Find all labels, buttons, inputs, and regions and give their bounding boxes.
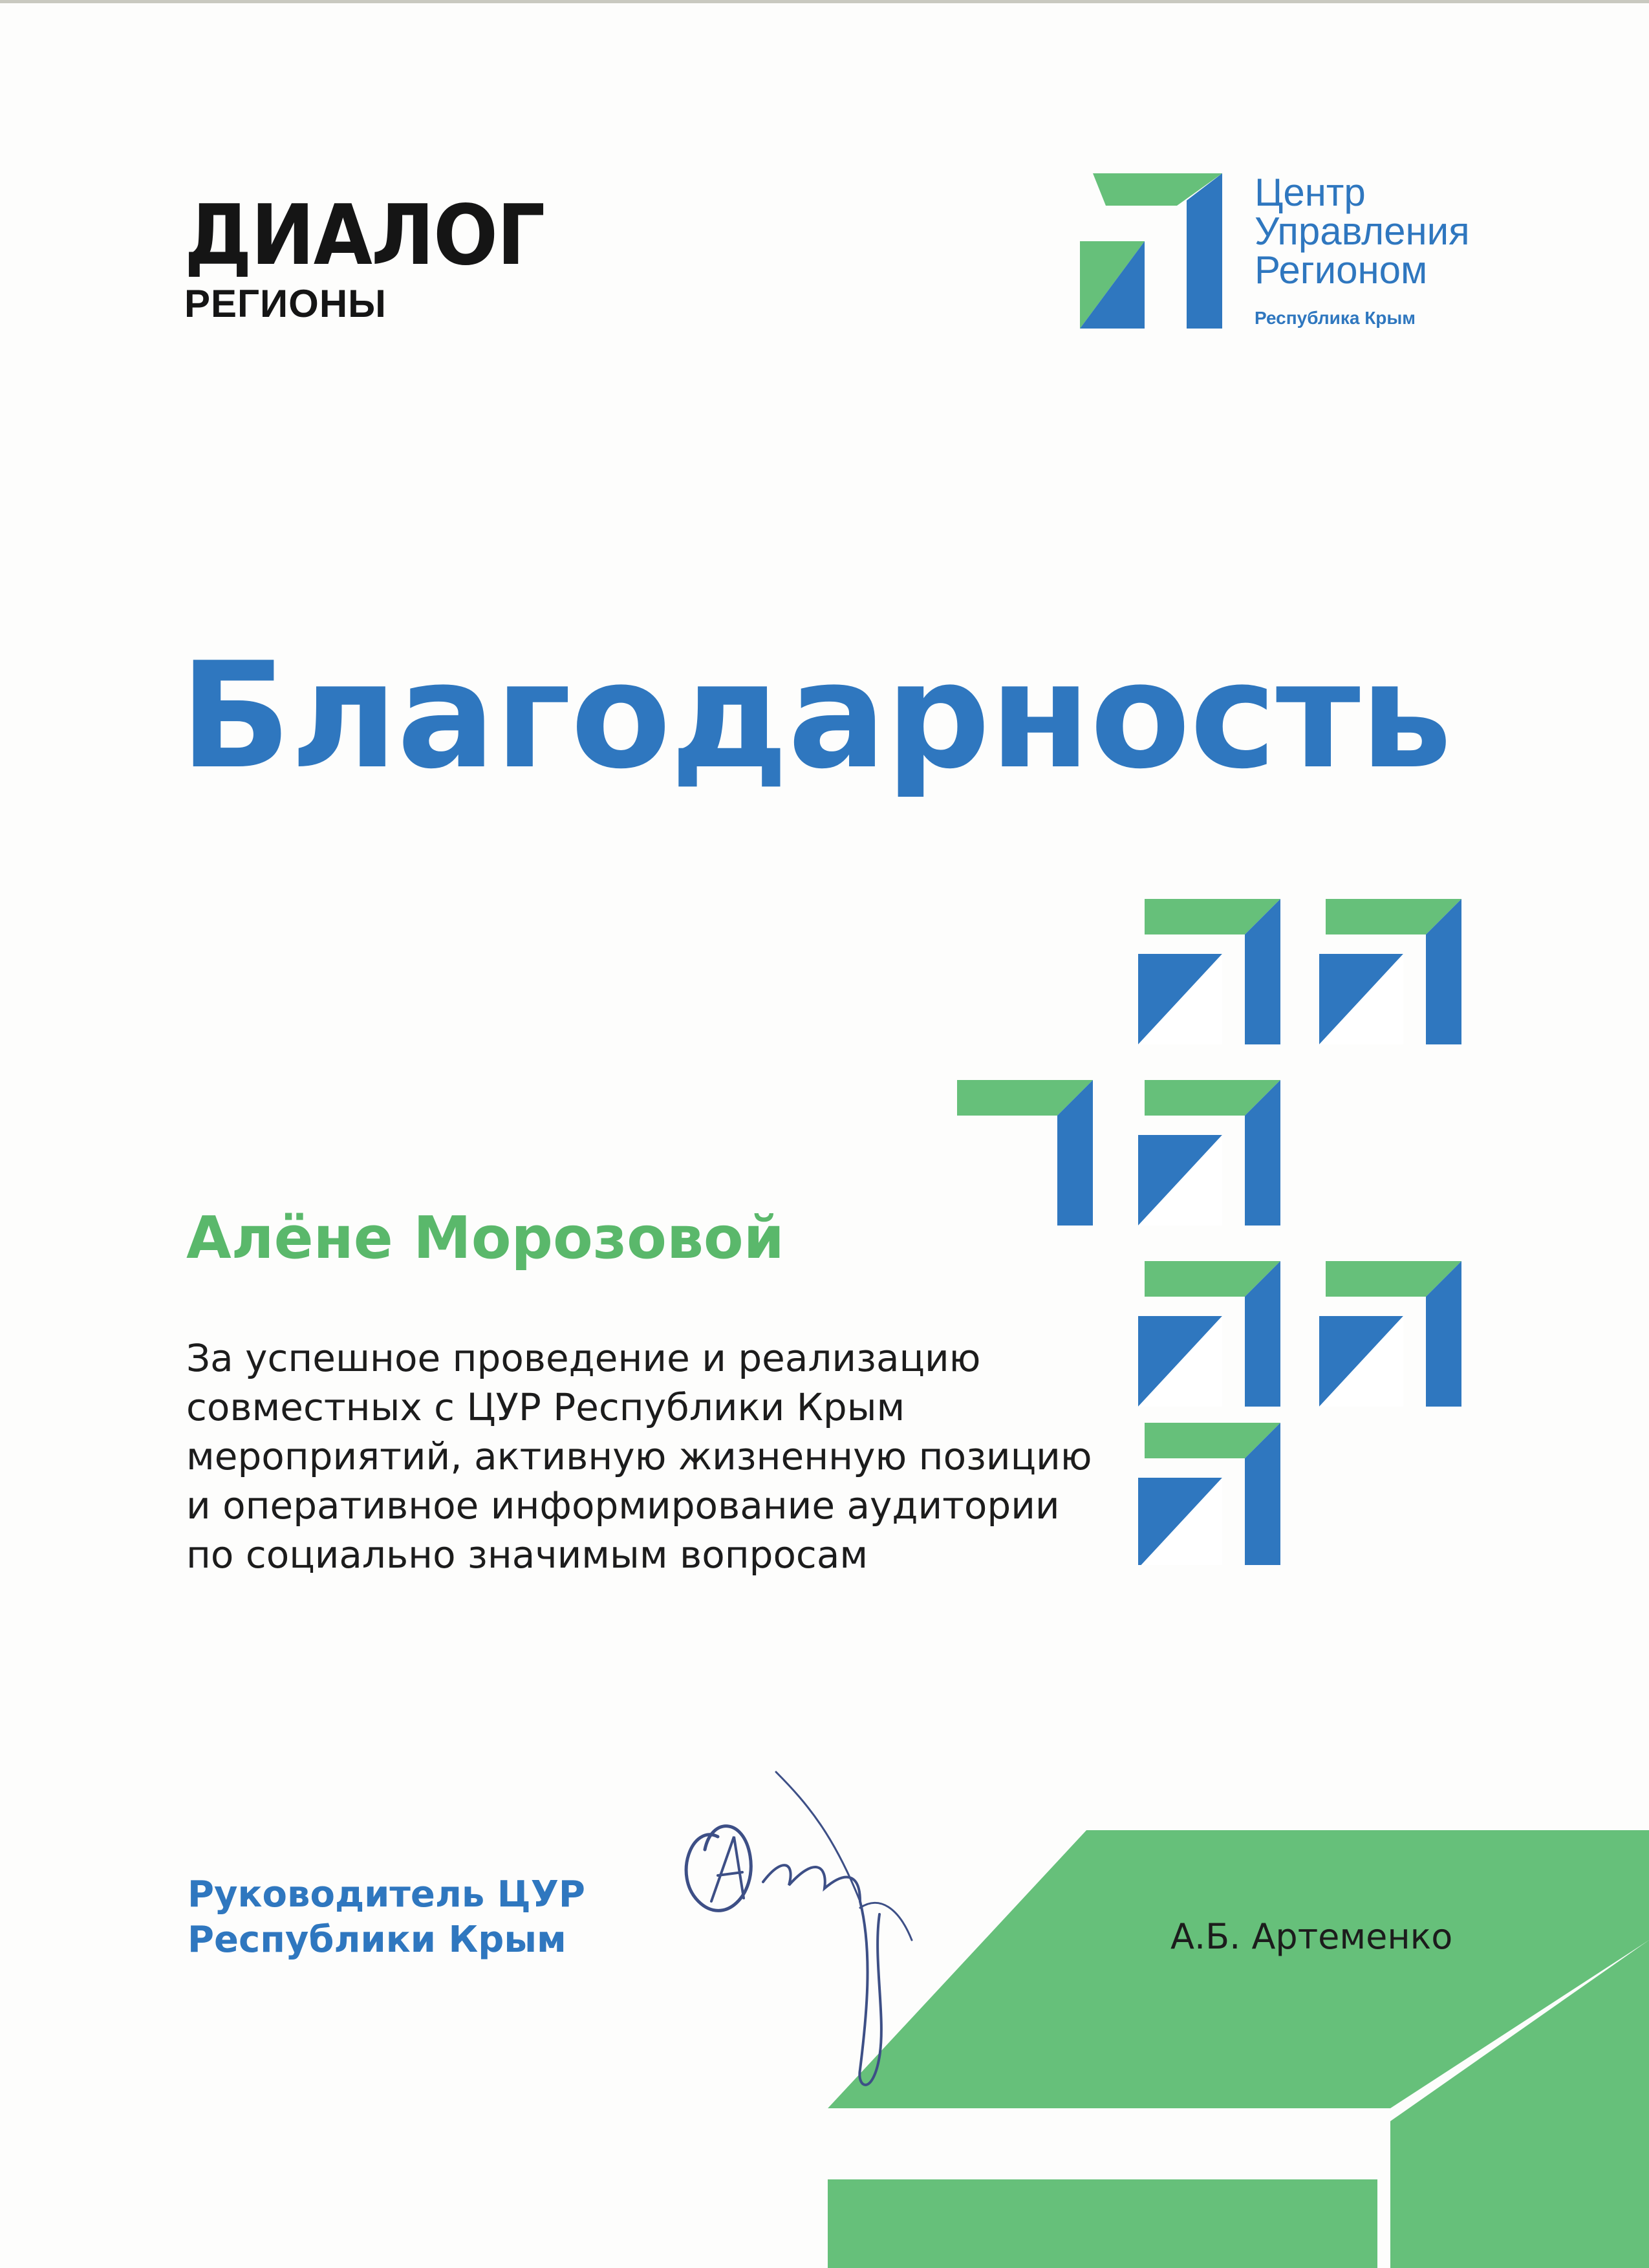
dialog-wordmark: ДИАЛОГ: [184, 188, 544, 284]
cur-logo-line-1: Центр: [1255, 171, 1366, 214]
dialog-subtitle: РЕГИОНЫ: [184, 282, 387, 325]
cur-logo-line-2: Управления: [1255, 210, 1470, 253]
arrow-icon: [1138, 899, 1280, 1044]
certificate-title: Благодарность: [180, 631, 1452, 801]
recipient-name: Алёне Морозовой: [186, 1204, 784, 1272]
cur-logo: [1080, 173, 1494, 335]
dialog-regions-logo: [184, 188, 544, 325]
award-reason-line-5: по социально значимым вопросам: [186, 1533, 868, 1577]
signer-position-line-2: Республики Крым: [188, 1919, 566, 1961]
arrow-icon: [1319, 899, 1461, 1044]
arrow-icon: [1138, 1423, 1280, 1565]
cur-logo-line-3: Регионом: [1255, 248, 1428, 292]
arrow-icon: [957, 1080, 1093, 1226]
award-reason-line-3: мероприятий, активную жизненную позицию: [186, 1434, 1092, 1478]
arrow-icon: [1138, 1261, 1280, 1407]
signer-name: А.Б. Артеменко: [1170, 1916, 1453, 1957]
award-reason-line-1: За успешное проведение и реализацию: [186, 1336, 981, 1380]
cur-logo-text: [1255, 173, 1470, 329]
signer-position-line-1: Руководитель ЦУР: [188, 1874, 585, 1916]
award-reason-line-2: совместных с ЦУР Республики Крым: [186, 1385, 905, 1429]
award-reason: [186, 1334, 1124, 1579]
signer-position: [188, 1872, 585, 1963]
award-reason-line-4: и оперативное информирование аудитории: [186, 1484, 1060, 1528]
cur-logo-region: Республика Крым: [1255, 308, 1416, 328]
handwritten-signature: [666, 1746, 976, 2108]
arrow-icon: [1138, 1080, 1280, 1226]
cur-arrow-icon: [1080, 173, 1222, 329]
arrow-icon: [1319, 1261, 1461, 1407]
scan-edge-line: [0, 0, 1649, 3]
